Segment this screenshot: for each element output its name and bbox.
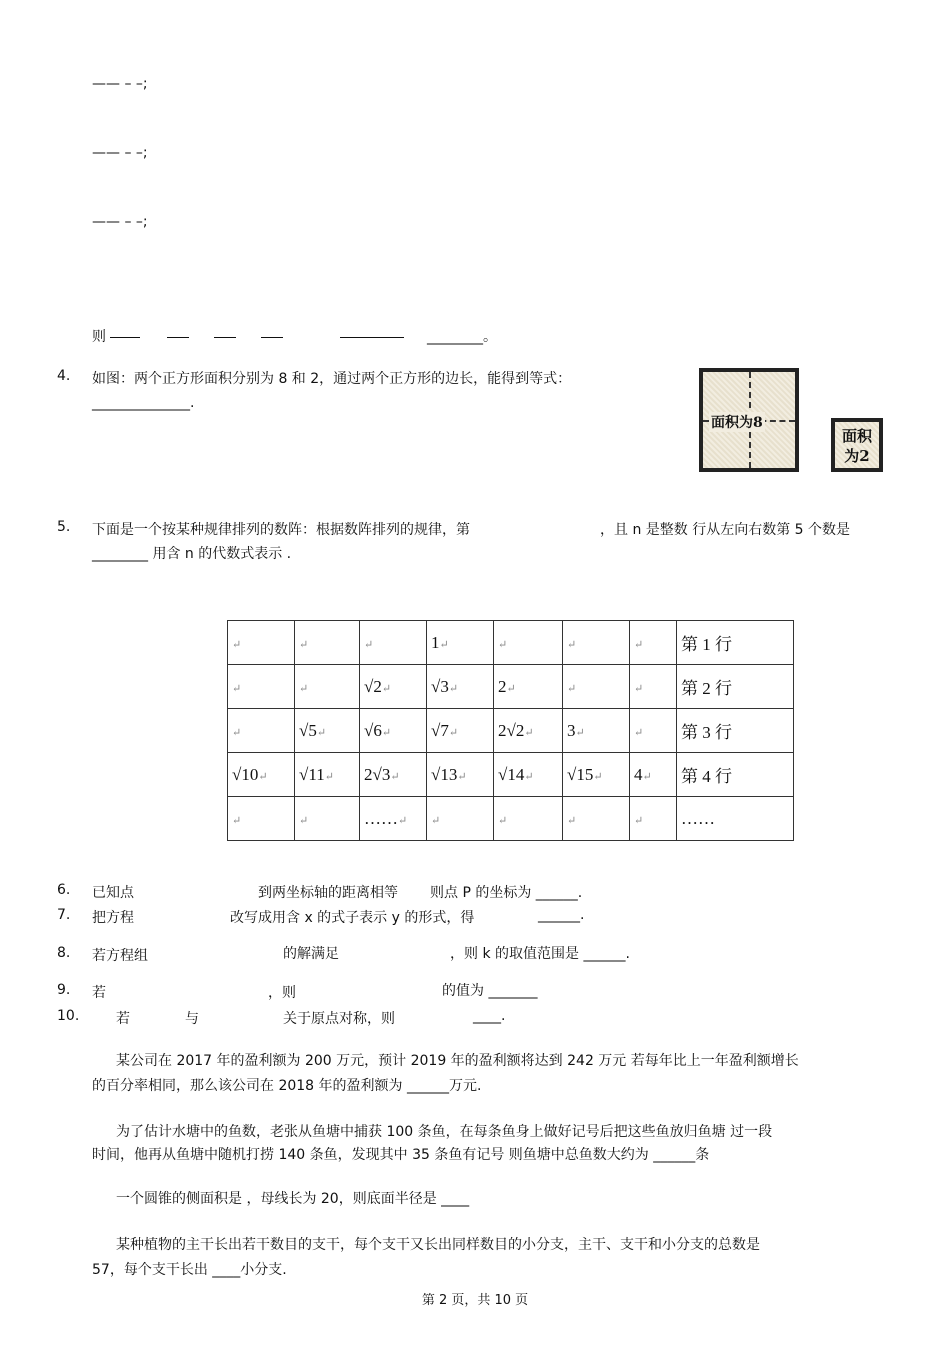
question-6-part-b: 到两坐标轴的距离相等 (258, 885, 398, 901)
problem-cone-line: 一个圆锥的侧面积是 ，母线长为 20，则底面半径是 ____ (116, 1191, 470, 1207)
question-8-part-a: 若方程组 (92, 948, 148, 964)
table-row (228, 621, 794, 665)
table-cell (677, 665, 794, 709)
table-cell (494, 753, 563, 797)
cell-value: 第 3 行 (681, 723, 732, 742)
table-cell (228, 665, 295, 709)
return-mark-icon: ↵ (642, 770, 652, 783)
cell-value: 第 2 行 (681, 679, 732, 698)
return-mark-icon: ↵ (498, 814, 508, 827)
table-cell (494, 621, 563, 665)
equation-line-2: —— – –; (92, 145, 148, 161)
return-mark-icon: ↵ (258, 770, 268, 783)
return-mark-icon: ↵ (364, 638, 374, 651)
question-4-text: 如图：两个正方形面积分别为 8 和 2，通过两个正方形的边长，能得到等式： (92, 371, 572, 387)
return-mark-icon: ↵ (299, 814, 309, 827)
table-cell (630, 753, 677, 797)
return-mark-icon: ↵ (448, 682, 459, 695)
small-square-figure (831, 418, 883, 472)
return-mark-icon: ↵ (524, 726, 534, 739)
return-mark-icon: ↵ (431, 814, 441, 827)
fraction-bar (340, 337, 404, 338)
question-6-part-c: 则点 P 的坐标为 ______. (430, 885, 583, 901)
cell-value: 第 1 行 (681, 635, 732, 654)
question-9-part-a: 若 (92, 985, 106, 1001)
table-cell (630, 797, 677, 841)
return-mark-icon: ↵ (448, 726, 459, 739)
equation-line-1: —— – –; (92, 76, 148, 92)
return-mark-icon: ↵ (299, 638, 309, 651)
question-number: 4. (57, 368, 71, 384)
table-cell (494, 709, 563, 753)
cell-value: √11 (299, 764, 325, 784)
return-mark-icon: ↵ (524, 770, 534, 783)
table-cell (295, 709, 360, 753)
table-cell (360, 753, 427, 797)
page-footer: 第 2 页，共 10 页 (421, 1293, 529, 1308)
cell-value: √10 (232, 764, 259, 784)
table-cell (630, 621, 677, 665)
cell-value: 4 (634, 764, 643, 784)
large-square-figure (699, 368, 799, 472)
table-cell (563, 665, 630, 709)
table-cell (677, 797, 794, 841)
return-mark-icon: ↵ (567, 814, 577, 827)
question-8-part-b: 的解满足 (283, 946, 339, 962)
question-10-part-a: 若 (116, 1011, 130, 1027)
return-mark-icon: ↵ (457, 770, 467, 783)
table-row (228, 797, 794, 841)
table-row (228, 665, 794, 709)
return-mark-icon: ↵ (398, 814, 408, 827)
cell-value: √2 (364, 676, 382, 696)
question-5-text-2: ，且 n 是整数 行从左向右数第 5 个数是 (600, 522, 851, 538)
return-mark-icon: ↵ (381, 682, 392, 695)
question-number: 10. (57, 1008, 80, 1024)
cell-value: 第 4 行 (681, 767, 732, 786)
question-9-part-c: 的值为 _______ (442, 983, 538, 999)
return-mark-icon: ↵ (634, 638, 644, 651)
return-mark-icon: ↵ (232, 638, 242, 651)
question-9-part-b: ，则 (268, 985, 296, 1001)
table-cell (427, 753, 494, 797)
cell-value: 2√2 (498, 720, 525, 740)
table-cell (295, 621, 360, 665)
cell-value: 3 (567, 720, 576, 740)
return-mark-icon: ↵ (390, 770, 400, 783)
fraction-bar (261, 337, 283, 338)
return-mark-icon: ↵ (232, 682, 242, 695)
question-5-text: 下面是一个按某种规律排列的数阵：根据数阵排列的规律，第 (92, 522, 470, 538)
table-cell (677, 753, 794, 797)
conclusion-line (92, 326, 497, 346)
table-cell (563, 797, 630, 841)
table-cell (228, 709, 295, 753)
cell-value: 1 (431, 632, 440, 652)
question-8-part-c: ，则 k 的取值范围是 ______. (450, 946, 630, 962)
cell-value: 2√3 (364, 764, 391, 784)
table-cell (228, 797, 295, 841)
question-number: 6. (57, 882, 71, 898)
question-4-blank: ______________. (92, 395, 195, 411)
fraction-bar (214, 337, 236, 338)
table-cell (494, 665, 563, 709)
fraction-bar (110, 337, 140, 338)
equation-line-3: —— – –; (92, 214, 148, 230)
number-array-table (227, 620, 794, 841)
table-cell (563, 621, 630, 665)
problem-profit-line-1: 某公司在 2017 年的盈利额为 200 万元，预计 2019 年的盈利额将达到 242 万元 若每年比上一年盈利额增长 (116, 1053, 799, 1069)
table-cell (295, 665, 360, 709)
cell-value: √14 (498, 764, 525, 784)
conclusion-prefix: 则 (92, 329, 106, 345)
return-mark-icon: ↵ (232, 726, 242, 739)
table-cell (630, 709, 677, 753)
table-cell (677, 709, 794, 753)
table-cell (228, 621, 295, 665)
return-mark-icon: ↵ (316, 726, 327, 739)
cell-value: …… (364, 808, 398, 828)
problem-plant-line-2: 57，每个支干长出 ____小分支. (92, 1262, 287, 1278)
question-number: 8. (57, 945, 71, 961)
cell-value: √6 (364, 720, 382, 740)
table-row (228, 753, 794, 797)
return-mark-icon: ↵ (634, 726, 644, 739)
problem-fish-line-1: 为了估计水塘中的鱼数，老张从鱼塘中捕获 100 条鱼，在每条鱼身上做好记号后把这些鱼放归鱼塘 过一段 (116, 1124, 773, 1140)
return-mark-icon: ↵ (567, 638, 577, 651)
cell-value: √13 (431, 764, 458, 784)
table-cell (228, 753, 295, 797)
question-number: 9. (57, 982, 71, 998)
question-10-part-b: 与 (185, 1011, 199, 1027)
table-cell (360, 621, 427, 665)
return-mark-icon: ↵ (575, 726, 585, 739)
cell-value: √3 (431, 676, 449, 696)
table-cell (427, 709, 494, 753)
small-square-label: 面积为2 (841, 427, 872, 465)
question-10-part-d: ____. (473, 1008, 506, 1024)
table-row (228, 709, 794, 753)
return-mark-icon: ↵ (232, 814, 242, 827)
cell-value: …… (681, 808, 715, 828)
fraction-bar (167, 337, 189, 338)
cell-value: √7 (431, 720, 449, 740)
table-cell (630, 665, 677, 709)
table-cell (494, 797, 563, 841)
table-cell (360, 797, 427, 841)
problem-profit-line-2: 的百分率相同，那么该公司在 2018 年的盈利额为 ______万元. (92, 1078, 482, 1094)
question-6-part-a: 已知点 (92, 885, 134, 901)
question-number: 5. (57, 519, 71, 535)
question-5-line-2: ________ 用含 n 的代数式表示 . (92, 546, 292, 562)
cell-value: 2 (498, 676, 507, 696)
table-cell (360, 709, 427, 753)
table-cell (360, 665, 427, 709)
return-mark-icon: ↵ (634, 682, 644, 695)
cell-value: √5 (299, 720, 317, 740)
table-cell (563, 709, 630, 753)
conclusion-tail: ________。 (426, 329, 497, 345)
question-7-part-c: ______. (538, 907, 585, 923)
return-mark-icon: ↵ (634, 814, 644, 827)
table-cell (295, 753, 360, 797)
question-10-part-c: 关于原点对称，则 (283, 1011, 395, 1027)
problem-fish-line-2: 时间，他再从鱼塘中随机打捞 140 条鱼，发现其中 35 条鱼有记号 则鱼塘中总鱼数大约为 ______条 (92, 1147, 710, 1163)
table-cell (427, 665, 494, 709)
question-7-part-a: 把方程 (92, 910, 134, 926)
return-mark-icon: ↵ (324, 770, 334, 783)
table-cell (677, 621, 794, 665)
return-mark-icon: ↵ (299, 682, 309, 695)
return-mark-icon: ↵ (567, 682, 577, 695)
return-mark-icon: ↵ (381, 726, 392, 739)
table-cell (295, 797, 360, 841)
return-mark-icon: ↵ (439, 638, 449, 651)
question-number: 7. (57, 907, 71, 923)
table-cell (563, 753, 630, 797)
return-mark-icon: ↵ (506, 682, 516, 695)
table-cell (427, 621, 494, 665)
large-square-label: 面积为8 (709, 412, 765, 432)
problem-plant-line-1: 某种植物的主干长出若干数目的支干，每个支干又长出同样数目的小分支，主干、支干和小分支的总数是 (116, 1237, 760, 1253)
question-7-part-b: 改写成用含 x 的式子表示 y 的形式，得 (230, 910, 475, 926)
cell-value: √15 (567, 764, 594, 784)
table-cell (427, 797, 494, 841)
return-mark-icon: ↵ (593, 770, 603, 783)
return-mark-icon: ↵ (498, 638, 508, 651)
